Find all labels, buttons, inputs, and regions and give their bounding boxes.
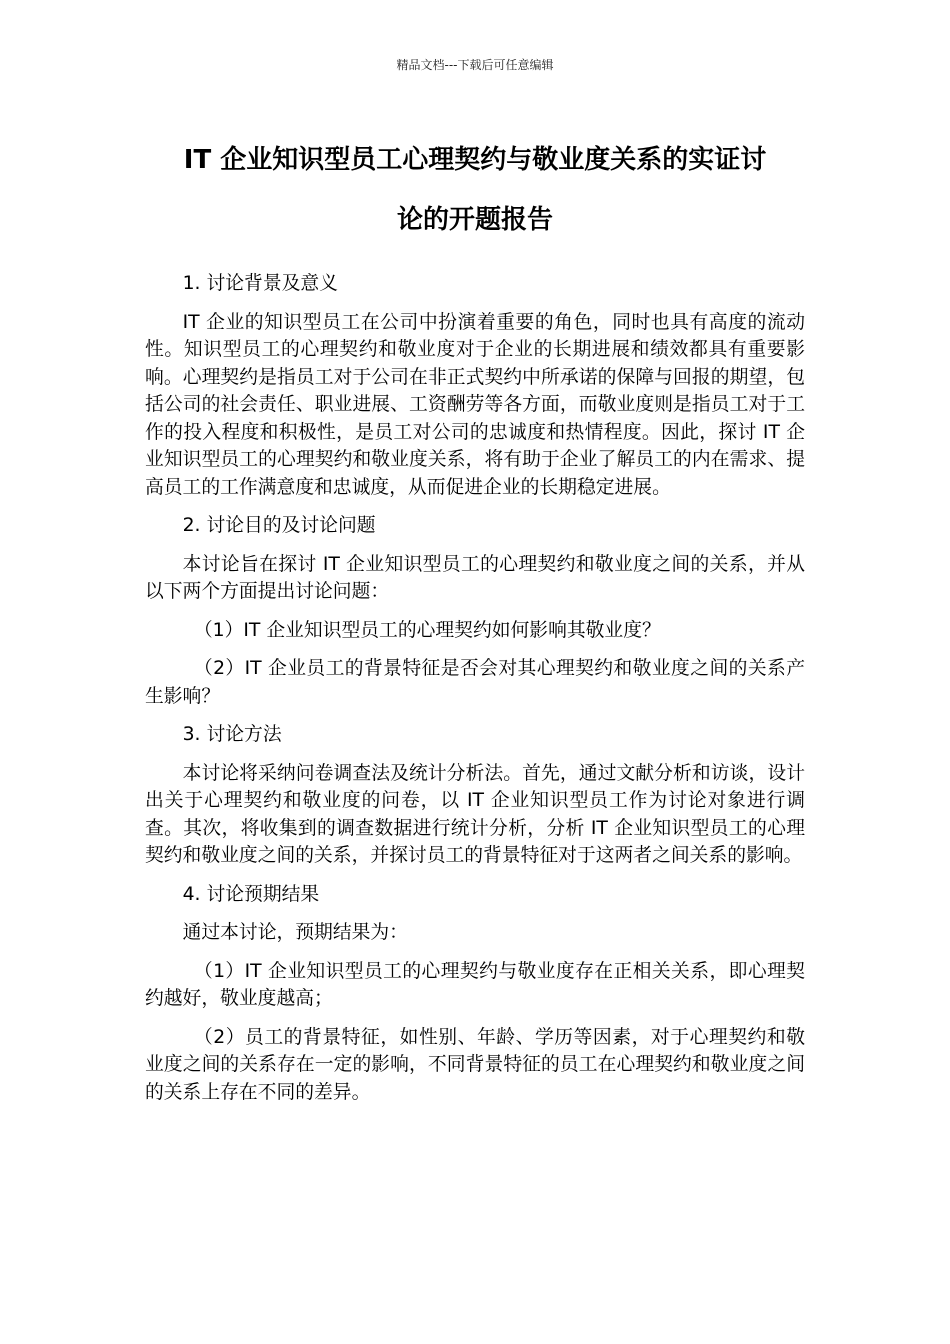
header-note: 精品文档---下载后可任意编辑 <box>396 58 554 72</box>
paragraph-background: IT 企业的知识型员工在公司中扮演着重要的角色，同时也具有高度的流动性。知识型员工的心理契约和敬业度对于企业的长期进展和绩效都具有重要影响。心理契约是指员工对于公司在非正式契约中所承诺的保障与回报的期望，包括公司的社会责任、职业进展、工资酬劳等各方面，而敬业度则是指员工对于工作的投入程度和积极性，是员工对公司的忠诚度和热情程度。因此，探讨 IT 企业知识型员工的心理契约和敬业度关系，将有助于企业了解员工的内在需求、提高员工的工作满意度和忠诚度，从而促进企业的长期稳定进展。 <box>145 311 805 498</box>
section-heading-purpose: 2. 讨论目的及讨论问题 <box>182 515 376 536</box>
title-line-1: IT 企业知识型员工心理契约与敬业度关系的实证讨 <box>183 145 767 175</box>
section-heading-expected-results: 4. 讨论预期结果 <box>182 883 320 905</box>
section-heading-method: 3. 讨论方法 <box>182 724 282 745</box>
paragraph-expected-intro: 通过本讨论，预期结果为： <box>182 922 408 943</box>
section-heading-background: 1. 讨论背景及意义 <box>182 273 338 294</box>
expected-result-2: （2）员工的背景特征，如性别、年龄、学历等因素，对于心理契约和敬业度之间的关系存在一定的影响，不同背景特征的员工在心理契约和敬业度之间的关系上存在不同的差异。 <box>145 1026 805 1103</box>
research-question-1: （1）IT 企业知识型员工的心理契约如何影响其敬业度？ <box>193 619 661 641</box>
expected-result-1: （1）IT 企业知识型员工的心理契约与敬业度存在正相关关系，即心理契约越好，敬业度越高； <box>145 960 805 1009</box>
paragraph-method: 本讨论将采纳问卷调查法及统计分析法。首先，通过文献分析和访谈，设计出关于心理契约和敬业度的问卷，以 IT 企业知识型员工作为讨论对象进行调查。其次，将收集到的调查数据进行统计分析，分析 IT 企业知识型员工的心理契约和敬业度之间的关系，并探讨员工的背景特征对于这两者之间关系的影响。 <box>145 762 805 866</box>
title-line-2: 论的开题报告 <box>396 205 553 235</box>
paragraph-purpose: 本讨论旨在探讨 IT 企业知识型员工的心理契约和敬业度之间的关系，并从以下两个方面提出讨论问题： <box>145 553 805 602</box>
research-question-2: （2）IT 企业员工的背景特征是否会对其心理契约和敬业度之间的关系产生影响？ <box>145 658 805 707</box>
document-body <box>145 270 805 1117</box>
document-title <box>145 130 805 250</box>
